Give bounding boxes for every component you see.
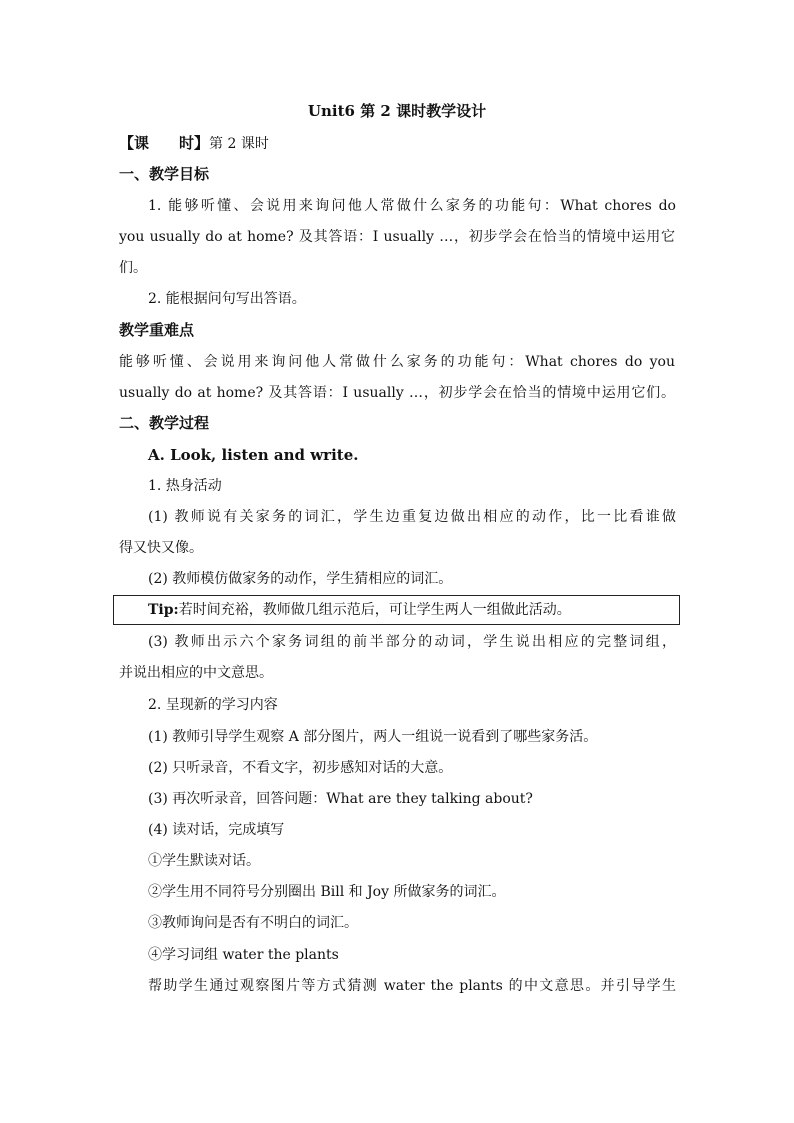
document-title: Unit6 第 2 课时教学设计: [307, 102, 487, 120]
goal1-line1: 1. 能够听懂、会说用来询问他人常做什么家务的功能句：What chores do: [148, 198, 676, 214]
step1-heading: 1. 热身活动: [148, 478, 222, 494]
step1-item2: (2) 教师模仿做家务的动作，学生猜相应的词汇。: [148, 571, 453, 587]
tip-line: [148, 600, 676, 620]
circled-item-2: ②学生用不同符号分别圈出 Bill 和 Joy 所做家务的词汇。: [148, 884, 506, 900]
step1-item1-line2: 得又快又像。: [119, 540, 203, 556]
step2-item2: (2) 只听录音，不看文字，初步感知对话的大意。: [148, 760, 453, 776]
goal1-line3: 们。: [119, 260, 147, 276]
key-points-line2: usually do at home? 及其答语：I usually …，初步学会在恰当的情境中运用它们。: [119, 385, 675, 401]
part-a-heading: A. Look, listen and write.: [148, 446, 359, 464]
tip-text: 若时间充裕，教师做几组示范后，可让学生两人一组做此活动。: [178, 602, 571, 618]
tip-label: Tip:: [148, 602, 179, 618]
step2-item4: (4) 读对话，完成填写: [148, 822, 285, 838]
goals-heading: 一、教学目标: [119, 165, 210, 183]
step1-item3-line1: (3) 教师出示六个家务词组的前半部分的动词，学生说出相应的完整词组，: [148, 634, 676, 650]
step1-item3-line2: 并说出相应的中文意思。: [119, 665, 273, 681]
circled-item-4: ④学习词组 water the plants: [148, 947, 339, 963]
circled-item-1: ①学生默读对话。: [148, 853, 260, 869]
goal1-line2: you usually do at home? 及其答语：I usually …，初步学会在恰当的情境中运用它: [119, 229, 675, 245]
circled-item-3: ③教师询问是否有不明白的词汇。: [148, 915, 358, 931]
key-points-line1: 能够听懂、会说用来询问他人常做什么家务的功能句：What chores do you: [119, 354, 675, 370]
step1-item1-line1: (1) 教师说有关家务的词汇，学生边重复边做出相应的动作，比一比看谁做: [148, 509, 676, 525]
step2-heading: 2. 呈现新的学习内容: [148, 697, 278, 713]
lesson-value: 第 2 课时: [209, 136, 269, 152]
lesson-label: 【课 时】: [119, 134, 210, 152]
step2-item1: (1) 教师引导学生观察 A 部分图片，两人一组说一说看到了哪些家务活。: [148, 729, 598, 745]
key-points-heading: 教学重难点: [119, 321, 195, 339]
goal2: 2. 能根据问句写出答语。: [148, 291, 306, 307]
step2-item3: (3) 再次听录音，回答问题：What are they talking about?: [148, 791, 533, 807]
lesson-line: [119, 133, 675, 154]
last-paragraph-line: 帮助学生通过观察图片等方式猜测 water the plants 的中文意思。并引导学生: [148, 978, 676, 994]
process-heading: 二、教学过程: [119, 414, 210, 432]
